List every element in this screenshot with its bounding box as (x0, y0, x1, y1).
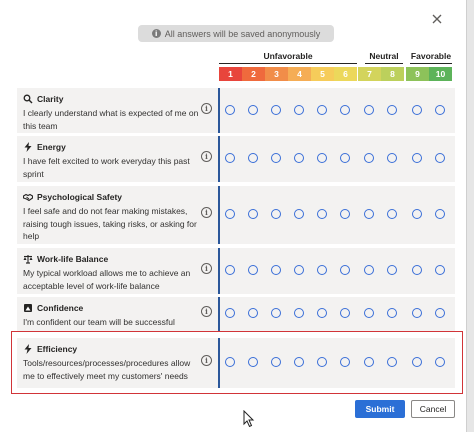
window-edge (466, 0, 474, 432)
question-title (23, 142, 66, 152)
scale-point-4: 4 (288, 67, 311, 81)
rating-radio-5[interactable] (317, 105, 327, 115)
scale-point-8: 8 (381, 67, 404, 81)
question-text: I feel safe and do not fear making mistakes, raising tough issues, taking risks, or asking for help (23, 206, 197, 241)
scale-point-5: 5 (311, 67, 334, 81)
rating-radio-6[interactable] (340, 153, 350, 163)
scale-point-9: 9 (406, 67, 429, 81)
rating-radio-9[interactable] (412, 265, 422, 275)
row-divider (218, 88, 220, 133)
rating-radio-2[interactable] (248, 357, 258, 367)
rating-radio-5[interactable] (317, 308, 327, 318)
rating-radio-8[interactable] (387, 105, 397, 115)
rating-radio-6[interactable] (340, 357, 350, 367)
rating-radio-10[interactable] (435, 153, 445, 163)
rating-radio-10[interactable] (435, 209, 445, 219)
rating-radio-9[interactable] (412, 153, 422, 163)
info-icon: i (152, 29, 161, 38)
question-title (23, 192, 122, 202)
question-title-text: Confidence (37, 303, 84, 313)
rating-radio-4[interactable] (294, 308, 304, 318)
scale-point-1: 1 (219, 67, 242, 81)
confidence-icon (23, 303, 33, 313)
search-icon (23, 94, 33, 104)
rating-radio-4[interactable] (294, 209, 304, 219)
rating-radio-2[interactable] (248, 153, 258, 163)
question-text: I'm confident our team will be successful (23, 317, 175, 327)
rating-radio-10[interactable] (435, 265, 445, 275)
question-text: I have felt excited to work everyday this past sprint (23, 156, 190, 179)
rating-radio-1[interactable] (225, 308, 235, 318)
question-title-text: Efficiency (37, 344, 78, 354)
question-info-icon[interactable]: i (201, 103, 212, 114)
cancel-button[interactable]: Cancel (411, 400, 455, 418)
rating-radio-4[interactable] (294, 265, 304, 275)
scale-point-10: 10 (429, 67, 452, 81)
rating-radio-3[interactable] (271, 153, 281, 163)
rating-radio-8[interactable] (387, 209, 397, 219)
rating-radio-3[interactable] (271, 105, 281, 115)
rating-radio-5[interactable] (317, 265, 327, 275)
anonymous-notice (138, 25, 334, 42)
close-icon[interactable] (428, 10, 446, 28)
rating-radio-10[interactable] (435, 357, 445, 367)
question-title (23, 344, 77, 354)
rating-radio-7[interactable] (364, 209, 374, 219)
rating-radio-4[interactable] (294, 105, 304, 115)
rating-radio-9[interactable] (412, 209, 422, 219)
question-text: I clearly understand what is expected of me on this team (23, 108, 199, 131)
rating-radio-3[interactable] (271, 209, 281, 219)
question-title (23, 254, 108, 264)
question-info-icon[interactable]: i (201, 151, 212, 162)
question-row-clarity (17, 88, 455, 133)
rating-radio-4[interactable] (294, 153, 304, 163)
question-title-text: Clarity (37, 94, 64, 104)
rating-radio-1[interactable] (225, 105, 235, 115)
rating-radio-2[interactable] (248, 308, 258, 318)
question-row-confidence (17, 297, 455, 331)
lightning-icon (23, 142, 33, 152)
rating-radio-3[interactable] (271, 265, 281, 275)
question-info-icon[interactable]: i (201, 263, 212, 274)
rating-radio-6[interactable] (340, 308, 350, 318)
rating-radio-8[interactable] (387, 265, 397, 275)
rating-radio-10[interactable] (435, 308, 445, 318)
scale-point-2: 2 (242, 67, 265, 81)
question-text: My typical workload allows me to achieve an acceptable level of work-life balance (23, 268, 191, 291)
category-unfavorable-line (219, 63, 357, 64)
rating-radio-6[interactable] (340, 209, 350, 219)
rating-radio-1[interactable] (225, 153, 235, 163)
rating-radio-5[interactable] (317, 153, 327, 163)
rating-radio-5[interactable] (317, 357, 327, 367)
category-favorable-line (410, 63, 452, 64)
rating-radio-9[interactable] (412, 308, 422, 318)
row-divider (218, 297, 220, 331)
question-title (23, 94, 63, 104)
row-divider (218, 186, 220, 244)
question-row-psychological-safety (17, 186, 455, 244)
submit-button[interactable]: Submit (355, 400, 405, 418)
rating-radio-9[interactable] (412, 105, 422, 115)
rating-radio-3[interactable] (271, 308, 281, 318)
question-row-efficiency (17, 338, 455, 388)
scale-point-3: 3 (265, 67, 288, 81)
question-title-text: Energy (37, 142, 66, 152)
category-favorable: Favorable (410, 51, 452, 61)
rating-radio-10[interactable] (435, 105, 445, 115)
row-divider (218, 136, 220, 182)
category-neutral: Neutral (369, 51, 399, 61)
rating-radio-7[interactable] (364, 357, 374, 367)
rating-radio-7[interactable] (364, 308, 374, 318)
rating-radio-1[interactable] (225, 265, 235, 275)
question-info-icon[interactable]: i (201, 355, 212, 366)
mouse-cursor-icon (243, 410, 255, 428)
row-divider (218, 248, 220, 294)
rating-radio-9[interactable] (412, 357, 422, 367)
scale-icon (23, 254, 33, 264)
lightning-icon (23, 344, 33, 354)
question-text: Tools/resources/processes/procedures allow me to effectively meet my customers' needs (23, 358, 191, 381)
category-neutral-line (365, 63, 403, 64)
rating-radio-1[interactable] (225, 357, 235, 367)
rating-radio-2[interactable] (248, 265, 258, 275)
question-title-text: Work-life Balance (37, 254, 109, 264)
question-title (23, 303, 83, 313)
rating-radio-6[interactable] (340, 105, 350, 115)
anonymous-notice-text: All answers will be saved anonymously (164, 28, 321, 39)
rating-radio-6[interactable] (340, 265, 350, 275)
rating-radio-8[interactable] (387, 308, 397, 318)
question-row-work-life-balance (17, 248, 455, 294)
question-info-icon[interactable]: i (201, 207, 212, 218)
scale-point-6: 6 (334, 67, 357, 81)
rating-radio-5[interactable] (317, 209, 327, 219)
rating-radio-2[interactable] (248, 209, 258, 219)
rating-radio-4[interactable] (294, 357, 304, 367)
handshake-icon (23, 192, 33, 202)
question-info-icon[interactable]: i (201, 306, 212, 317)
scale-point-7: 7 (358, 67, 381, 81)
question-row-energy (17, 136, 455, 182)
rating-radio-7[interactable] (364, 105, 374, 115)
rating-radio-7[interactable] (364, 265, 374, 275)
question-title-text: Psychological Safety (37, 192, 123, 202)
rating-radio-2[interactable] (248, 105, 258, 115)
category-unfavorable: Unfavorable (263, 51, 313, 61)
rating-radio-7[interactable] (364, 153, 374, 163)
rating-radio-8[interactable] (387, 153, 397, 163)
rating-radio-8[interactable] (387, 357, 397, 367)
rating-radio-1[interactable] (225, 209, 235, 219)
row-divider (218, 338, 220, 388)
rating-radio-3[interactable] (271, 357, 281, 367)
